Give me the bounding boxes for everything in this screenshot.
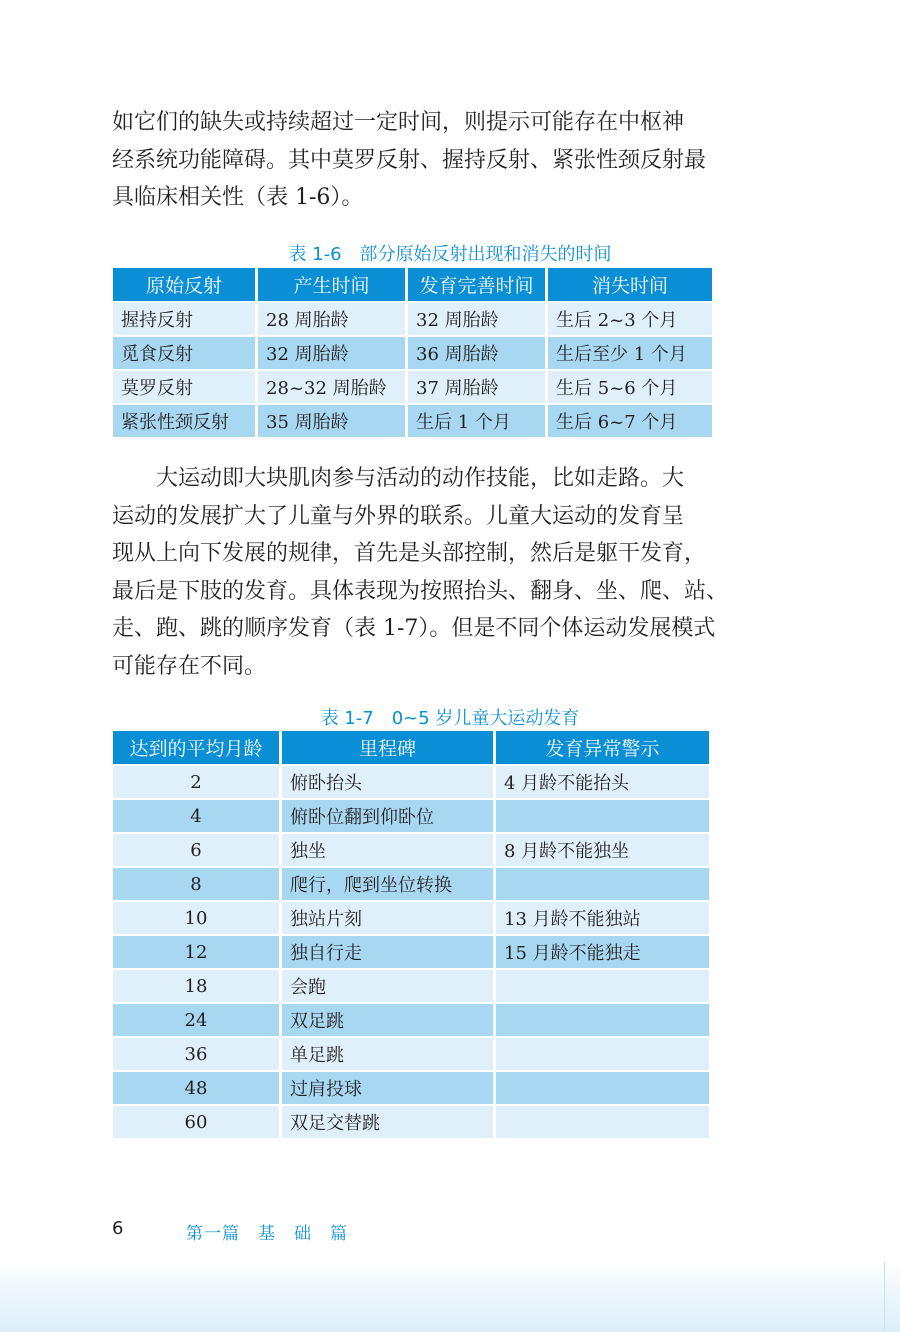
- table-cell: [496, 1106, 709, 1140]
- table-cell: [496, 800, 709, 834]
- table-cell: 37 周胎龄: [408, 371, 545, 405]
- table-1-6: [110, 268, 715, 439]
- table-cell: 握持反射: [113, 303, 255, 337]
- table-cell: 32 周胎龄: [258, 337, 405, 371]
- table-cell: [496, 1072, 709, 1106]
- paragraph-2: [112, 460, 729, 685]
- table-row: [113, 868, 709, 902]
- table-cell: 24: [113, 1004, 279, 1038]
- table-cell: 单足跳: [282, 1038, 493, 1072]
- paragraph-line: 走、跑、跳的顺序发育（表 1-7）。但是不同个体运动发展模式: [112, 616, 716, 641]
- table-1-7-caption: 表 1-7 0~5 岁儿童大运动发育: [320, 708, 580, 729]
- table-cell: 36: [113, 1038, 279, 1072]
- table-cell: 10: [113, 902, 279, 936]
- paragraph-line: 运动的发展扩大了儿童与外界的联系。儿童大运动的发育呈: [112, 503, 685, 529]
- table-cell: 4: [113, 800, 279, 834]
- table-cell: 36 周胎龄: [408, 337, 545, 371]
- page-number: 6: [112, 1218, 124, 1239]
- table-cell: [496, 970, 709, 1004]
- table-cell: 双足交替跳: [282, 1106, 493, 1140]
- table-cell: 生后至少 1 个月: [548, 337, 712, 371]
- table-row: [113, 337, 712, 371]
- table-cell: 4 月龄不能抬头: [496, 766, 709, 800]
- footer-band: [0, 1262, 900, 1332]
- table-cell: [496, 868, 709, 902]
- paragraph-line: 经系统功能障碍。其中莫罗反射、握持反射、紧张性颈反射最: [112, 147, 707, 173]
- table-row: [113, 371, 712, 405]
- table-row: [113, 1072, 709, 1106]
- table-row: [113, 970, 709, 1004]
- table-cell: 生后 6~7 个月: [548, 405, 712, 439]
- table-cell: 双足跳: [282, 1004, 493, 1038]
- paragraph-1: [112, 104, 712, 217]
- table-row: [113, 936, 709, 970]
- table-cell: 13 月龄不能独站: [496, 902, 709, 936]
- footer-divider: [884, 1262, 885, 1332]
- table-cell: 6: [113, 834, 279, 868]
- table-row: [113, 834, 709, 868]
- column-header: 发育异常警示: [496, 731, 709, 766]
- table-cell: 觅食反射: [113, 337, 255, 371]
- column-header: 产生时间: [258, 268, 405, 303]
- table-cell: [496, 1004, 709, 1038]
- column-header: 原始反射: [113, 268, 255, 303]
- column-header: 发育完善时间: [408, 268, 545, 303]
- table-cell: 60: [113, 1106, 279, 1140]
- paragraph-line: 现从上向下发展的规律，首先是头部控制，然后是躯干发育，: [112, 541, 707, 566]
- table-row: [113, 1004, 709, 1038]
- table-cell: 18: [113, 970, 279, 1004]
- paragraph-line: 具临床相关性（表 1-6）。: [112, 185, 364, 210]
- table-cell: 12: [113, 936, 279, 970]
- table-1-6-caption: 表 1-6 部分原始反射出现和消失的时间: [288, 244, 612, 265]
- table-cell: 独站片刻: [282, 902, 493, 936]
- section-title: 第一篇 基 础 篇: [186, 1224, 348, 1244]
- column-header: 里程碑: [282, 731, 493, 766]
- paragraph-line: 大运动即大块肌肉参与活动的动作技能，比如走路。大: [112, 466, 685, 491]
- table-row: [113, 1106, 709, 1140]
- table-row: [113, 303, 712, 337]
- table-cell: 35 周胎龄: [258, 405, 405, 439]
- table-cell: 8: [113, 868, 279, 902]
- table-cell: 俯卧抬头: [282, 766, 493, 800]
- paragraph-line: 如它们的缺失或持续超过一定时间，则提示可能存在中枢神: [112, 110, 685, 135]
- table-cell: 紧张性颈反射: [113, 405, 255, 439]
- table-cell: 过肩投球: [282, 1072, 493, 1106]
- table-header-row: [113, 268, 712, 303]
- table-row: [113, 405, 712, 439]
- table-cell: 28 周胎龄: [258, 303, 405, 337]
- table-cell: 28~32 周胎龄: [258, 371, 405, 405]
- table-cell: [496, 1038, 709, 1072]
- table-cell: 独坐: [282, 834, 493, 868]
- table-cell: 生后 2~3 个月: [548, 303, 712, 337]
- table-cell: 2: [113, 766, 279, 800]
- column-header: 达到的平均月龄: [113, 731, 279, 766]
- table-cell: 俯卧位翻到仰卧位: [282, 800, 493, 834]
- paragraph-line: 可能存在不同。: [112, 653, 267, 679]
- table-cell: 莫罗反射: [113, 371, 255, 405]
- table-cell: 48: [113, 1072, 279, 1106]
- table-row: [113, 902, 709, 936]
- table-header-row: [113, 731, 709, 766]
- paragraph-line: 最后是下肢的发育。具体表现为按照抬头、翻身、坐、爬、站、: [112, 578, 729, 604]
- table-cell: 生后 5~6 个月: [548, 371, 712, 405]
- table-cell: 15 月龄不能独走: [496, 936, 709, 970]
- table-cell: 生后 1 个月: [408, 405, 545, 439]
- table-cell: 会跑: [282, 970, 493, 1004]
- table-cell: 8 月龄不能独坐: [496, 834, 709, 868]
- table-row: [113, 766, 709, 800]
- column-header: 消失时间: [548, 268, 712, 303]
- table-1-7: [110, 731, 712, 1140]
- table-row: [113, 800, 709, 834]
- table-cell: 32 周胎龄: [408, 303, 545, 337]
- table-cell: 独自行走: [282, 936, 493, 970]
- table-cell: 爬行，爬到坐位转换: [282, 868, 493, 902]
- table-row: [113, 1038, 709, 1072]
